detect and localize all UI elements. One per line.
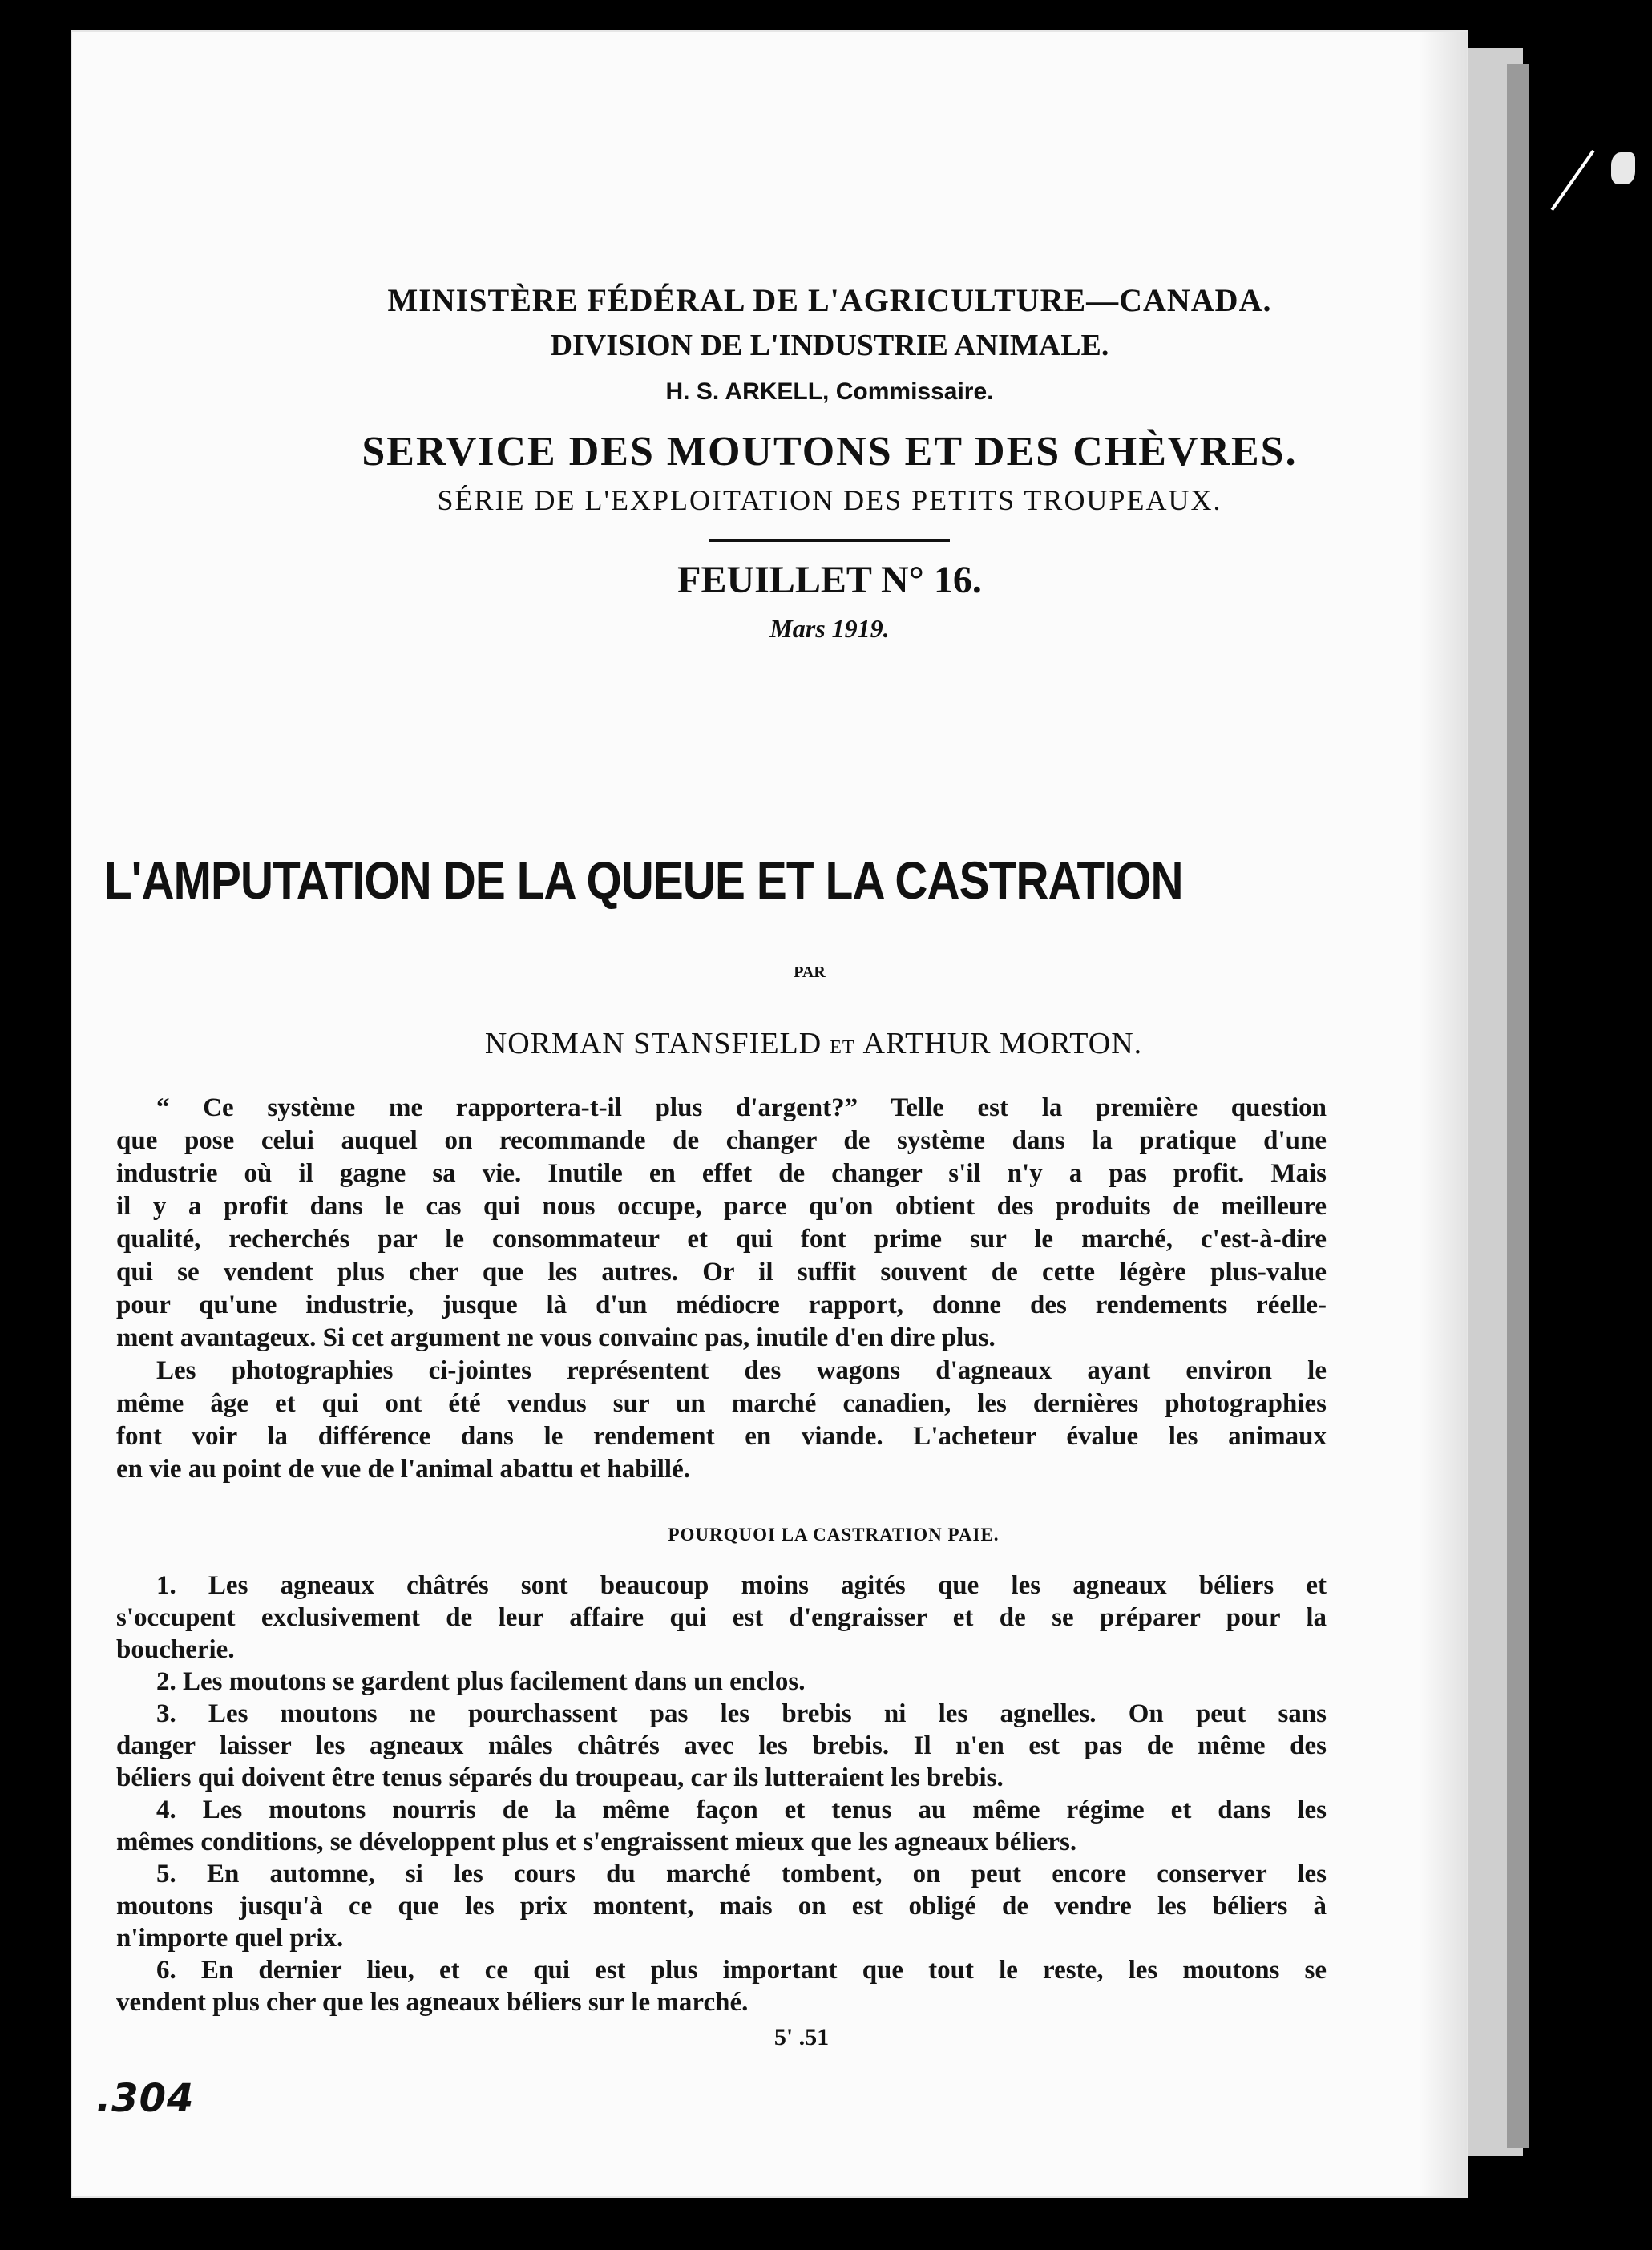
folio-number: 5' .51 [773, 2024, 830, 2050]
service-line: SERVICE DES MOUTONS ET DES CHÈVRES. [362, 429, 1298, 475]
author-joiner: ET [830, 1037, 855, 1058]
author-1: NORMAN STANSFIELD [484, 1027, 822, 1060]
commissioner-line: H. S. ARKELL, Commissaire. [665, 378, 994, 405]
series-line: SÉRIE DE L'EXPLOITATION DES PETITS TROUPEAUX. [437, 484, 1222, 516]
reason-line: mêmes conditions, se développent plus et s'engraissent mieux que les agneaux béliers. [116, 1828, 1077, 1856]
reason-line: 3. Les moutons ne pourchassent pas les brebis ni les agnelles. On peut sans [156, 1699, 1327, 1728]
intro-line: “ Ce système me rapportera-t-il plus d'argent?” Telle est la première question [156, 1093, 1327, 1122]
letterhead [72, 281, 1467, 644]
intro-line: même âge et qui ont été vendus sur un marché canadien, les dernières photographies [116, 1389, 1327, 1418]
header-rule [709, 539, 950, 542]
division-line: DIVISION DE L'INDUSTRIE ANIMALE. [550, 329, 1109, 362]
intro-line: il y a profit dans le cas qui nous occupe, parce qu'on obtient des produits de meilleure [116, 1192, 1327, 1221]
intro-line: ment avantageux. Si cet argument ne vous convainc pas, inutile d'en dire plus. [116, 1323, 996, 1352]
article-title: L'AMPUTATION DE LA QUEUE ET LA CASTRATION [104, 850, 1183, 910]
reasons-list [116, 1569, 1327, 2018]
reason-line: 6. En dernier lieu, et ce qui est plus important que tout le reste, les moutons se [156, 1956, 1327, 1985]
publication-date: Mars 1919. [769, 614, 890, 643]
intro-text [116, 1092, 1327, 1486]
intro-line: pour qu'une industrie, jusque là d'un médiocre rapport, donne des rendements réelle- [116, 1291, 1327, 1319]
authors-line [72, 1026, 1467, 1061]
intro-line: Les photographies ci-jointes représentent des wagons d'agneaux ayant environ le [156, 1356, 1327, 1385]
reason-line: béliers qui doivent être tenus séparés du troupeau, car ils lutteraient les brebis. [116, 1763, 1004, 1792]
back-sheet-edge [1507, 64, 1529, 2148]
reason-line: danger laisser les agneaux mâles châtrés avec les brebis. Il n'en est pas de même des [116, 1731, 1327, 1760]
intro-line: en vie au point de vue de l'animal abattu et habillé. [116, 1455, 690, 1484]
intro-line: qualité, recherchés par le consommateur et qui font prime sur le marché, c'est-à-dire [116, 1225, 1327, 1254]
reason-line: n'importe quel prix. [116, 1924, 344, 1953]
intro-line: industrie où il gagne sa vie. Inutile en effet de changer s'il n'y a pas profit. Mais [116, 1159, 1327, 1188]
reason-line: 5. En automne, si les cours du marché tombent, on peut encore conserver les [156, 1860, 1327, 1888]
reason-line: 4. Les moutons nourris de la même façon et tenus au même régime et dans les [156, 1796, 1327, 1824]
byline-par: PAR [794, 963, 826, 981]
document-page [72, 32, 1467, 2196]
author-2: ARTHUR MORTON. [862, 1027, 1143, 1060]
pencil-mark [1551, 150, 1595, 211]
reason-line: boucherie. [116, 1635, 235, 1664]
intro-line: font voir la différence dans le rendement en viande. L'acheteur évalue les animaux [116, 1422, 1327, 1451]
intro-line: qui se vendent plus cher que les autres. Or il suffit souvent de cette légère plus-value [116, 1258, 1327, 1287]
reason-line: moutons jusqu'à ce que les prix montent, mais on est obligé de vendre les béliers à [116, 1892, 1327, 1921]
reason-line: 1. Les agneaux châtrés sont beaucoup moins agités que les agneaux béliers et [156, 1571, 1327, 1600]
leaflet-number: FEUILLET N° 16. [677, 559, 982, 601]
section-heading: POURQUOI LA CASTRATION PAIE. [668, 1525, 1000, 1545]
reason-line: 2. Les moutons se gardent plus facilement dans un enclos. [156, 1667, 806, 1696]
reason-line: s'occupent exclusivement de leur affaire qui est d'engraisser et de se préparer pour la [116, 1603, 1327, 1632]
paper-notch [1611, 152, 1635, 184]
intro-line: que pose celui auquel on recommande de changer de système dans la pratique d'une [116, 1126, 1327, 1155]
archive-number: .304 [96, 2076, 195, 2121]
reason-line: vendent plus cher que les agneaux béliers sur le marché. [116, 1988, 749, 2017]
ministry-line: MINISTÈRE FÉDÉRAL DE L'AGRICULTURE—CANADA. [387, 282, 1272, 318]
